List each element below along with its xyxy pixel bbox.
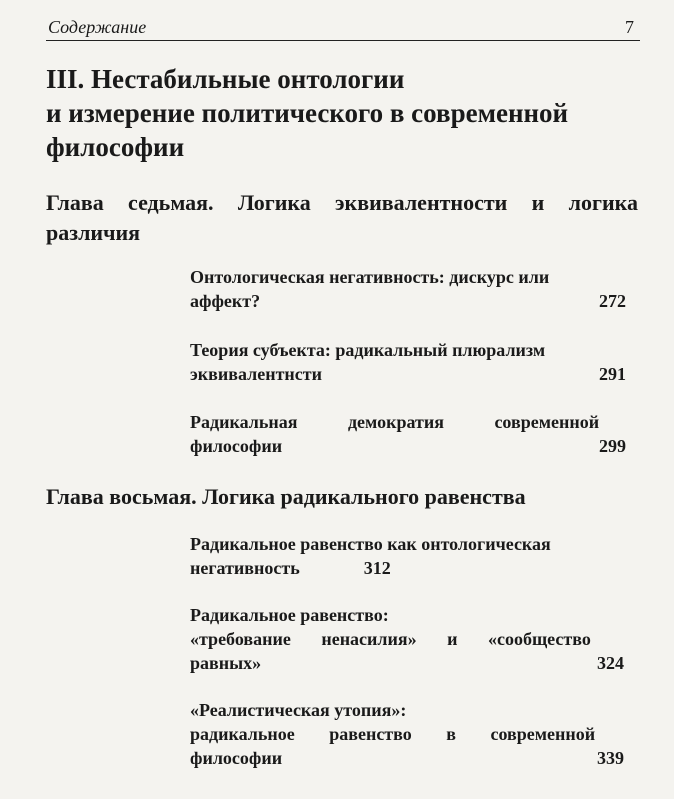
toc-entry-page: 299 [599,436,626,456]
toc-entry-line [190,338,636,362]
toc-entry-page: 324 [597,653,624,673]
part-title-line: III. Нестабильные онтологии [46,64,405,94]
toc-entry-line [190,746,636,770]
toc-entry-text: Теория субъекта: радикальный плюрализм [190,340,546,360]
part-title-line: и измерение политического в современной [46,98,569,128]
running-header-title: Содержание [48,17,147,37]
toc-entry-text: философии [190,748,283,768]
toc-entry[interactable] [190,265,636,313]
toc-entry-line [190,722,636,746]
chapter-seven-title: Глава седьмая. Логика эквивалентности и логика различия [46,190,638,245]
page-number: 7 [625,17,634,37]
toc-entry-page: 272 [599,291,626,311]
toc-entry-page: 312 [363,558,391,578]
toc-entry-text: Онтологическая негативность: дискурс или [190,267,550,287]
toc-entry[interactable] [190,603,636,675]
toc-entry-line [190,289,636,313]
toc-entry-line [190,556,636,580]
toc-entry-line [190,627,636,651]
toc-entry-text: «Реалистическая утопия»: [190,700,407,720]
toc-entry[interactable] [190,532,636,580]
toc-entry[interactable] [190,698,636,770]
toc-entry-text: «требование ненасилия» и «сообщество [190,629,591,649]
toc-entry-page: 291 [599,364,626,384]
toc-entry-text: негативность [190,558,300,578]
toc-entry-line [190,362,636,386]
toc-entry-line [190,265,636,289]
toc-entry-page: 339 [597,748,624,768]
toc-entry-text: равных» [190,653,262,673]
toc-entry-line [190,651,636,675]
chapter-eight-title: Глава восьмая. Логика радикального равенства [46,484,526,509]
toc-entry-line [190,434,636,458]
toc-entry-line [190,698,636,722]
toc-entry-text: радикальное равенство в современной [190,724,596,744]
toc-entry[interactable] [190,338,636,386]
toc-entry-text: аффект? [190,291,261,311]
toc-entry-text: Радикальное равенство как онтологическая [190,534,551,554]
part-title-line: философии [46,132,185,162]
toc-entry-line [190,532,636,556]
toc-entry-text: Радикальная демократия современной [190,412,600,432]
toc-entry-text: Радикальное равенство: [190,605,389,625]
toc-entry-text: философии [190,436,283,456]
toc-entry[interactable] [190,410,636,458]
running-header [46,14,640,41]
part-title [46,62,646,164]
toc-entry-line [190,410,636,434]
toc-entry-line [190,603,636,627]
toc-entry-text: эквивалентнсти [190,364,322,384]
